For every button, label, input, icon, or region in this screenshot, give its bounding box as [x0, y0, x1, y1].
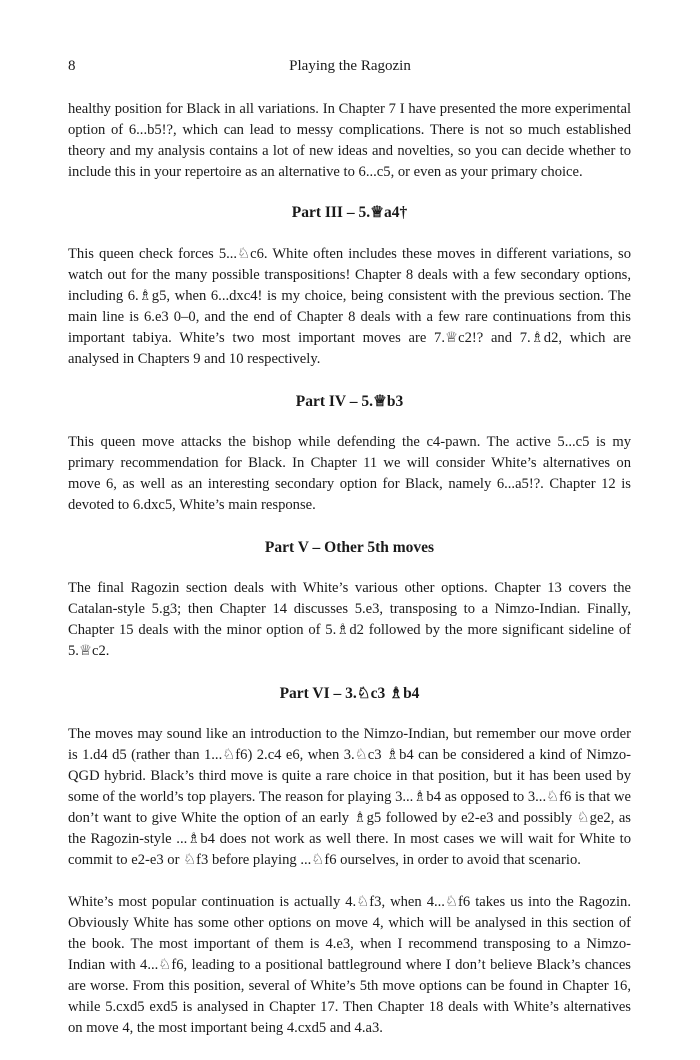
heading-part-4: Part IV – 5.♕b3: [295, 393, 404, 410]
paragraph-part-6-first: The moves may sound like an introduction to the Nimzo-Indian, but remember our move order is 1.d4 d5 (rather than 1...♘f6) 2.c4 e6, when 3.♘c3 ♗b4 can be considered a kind of Nimzo-QGD hybrid. Black’s third move is quite a rare choice in that position, but it has been used by some of the world’s top players. The reason for playing 3...♗b4 as opposed to 3...♘f6 is that we don’t want to give White the option of an early ♗g5 followed by e2-e3 and possibly ♘ge2, as the Ragozin-style ...♗b4 does not work as well there. In most cases we will wait for White to commit to e2-e3 or ♘f3 before playing ...♘f6 ourselves, in order to avoid that scenario.: [68, 726, 631, 868]
paragraph-part-4: This queen move attacks the bishop while defending the c4-pawn. The active 5...c5 is my primary recommendation for Black. In Chapter 11 we will consider White’s alternatives on move 6, as well as an interesting secondary option for Black, namely 6...a5!?. Chapter 12 is devoted to 6.dxc5, White’s main response.: [68, 434, 631, 513]
page-body: [68, 99, 631, 1060]
heading-part-3: Part III – 5.♕a4†: [291, 204, 408, 221]
heading-part-6: Part VI – 3.♘c3 ♗b4: [279, 685, 420, 702]
page-number: 8: [68, 58, 76, 74]
paragraph-part-6-second: White’s most popular continuation is actually 4.♘f3, when 4...♘f6 takes us into the Ragozin. Obviously White has some other options on move 4, which will be analysed in this section of the book. The most important of them is 4.e3, when I recommend transposing to a Nimzo-Indian with 4...♘f6, leading to a positional battleground where I don’t believe Black’s chances are worse. From this position, several of White’s 5th move options can be found in Chapter 16, while 5.cxd5 exd5 is analysed in Chapter 17. Then Chapter 18 deals with White’s alternatives on move 4, the most important being 4.cxd5 and 4.a3.: [68, 894, 631, 1036]
heading-part-5: Part V – Other 5th moves: [264, 539, 435, 556]
running-title: Playing the Ragozin: [289, 58, 411, 74]
page-header: [68, 58, 632, 78]
paragraph-part-3: This queen check forces 5...♘c6. White often includes these moves in different variations, so watch out for the many possible transpositions! Chapter 8 deals with a few secondary options, including 6.♗g5, when 6...dxc4! is my choice, being consistent with the previous section. The main line is 6.e3 0–0, and the end of Chapter 8 deals with a few rare continuations from this important tabiya. White’s two most important moves are 7.♕c2!? and 7.♗d2, which are analysed in Chapters 9 and 10 respectively.: [68, 246, 631, 367]
paragraph-part-5: The final Ragozin section deals with White’s various other options. Chapter 13 covers the Catalan-style 5.g3; then Chapter 14 discusses 5.e3, transposing to a Nimzo-Indian. Finally, Chapter 15 deals with the minor option of 5.♗d2 followed by the more significant sideline of 5.♕c2.: [68, 580, 631, 659]
paragraph-intro-continuation: healthy position for Black in all variations. In Chapter 7 I have presented the more experimental option of 6...b5!?, which can lead to messy complications. There is not so much established theory and my analysis contains a lot of new ideas and novelties, so you can decide whether to include this in your repertoire as an alternative to 6...c5, or even as your primary choice.: [68, 101, 631, 180]
